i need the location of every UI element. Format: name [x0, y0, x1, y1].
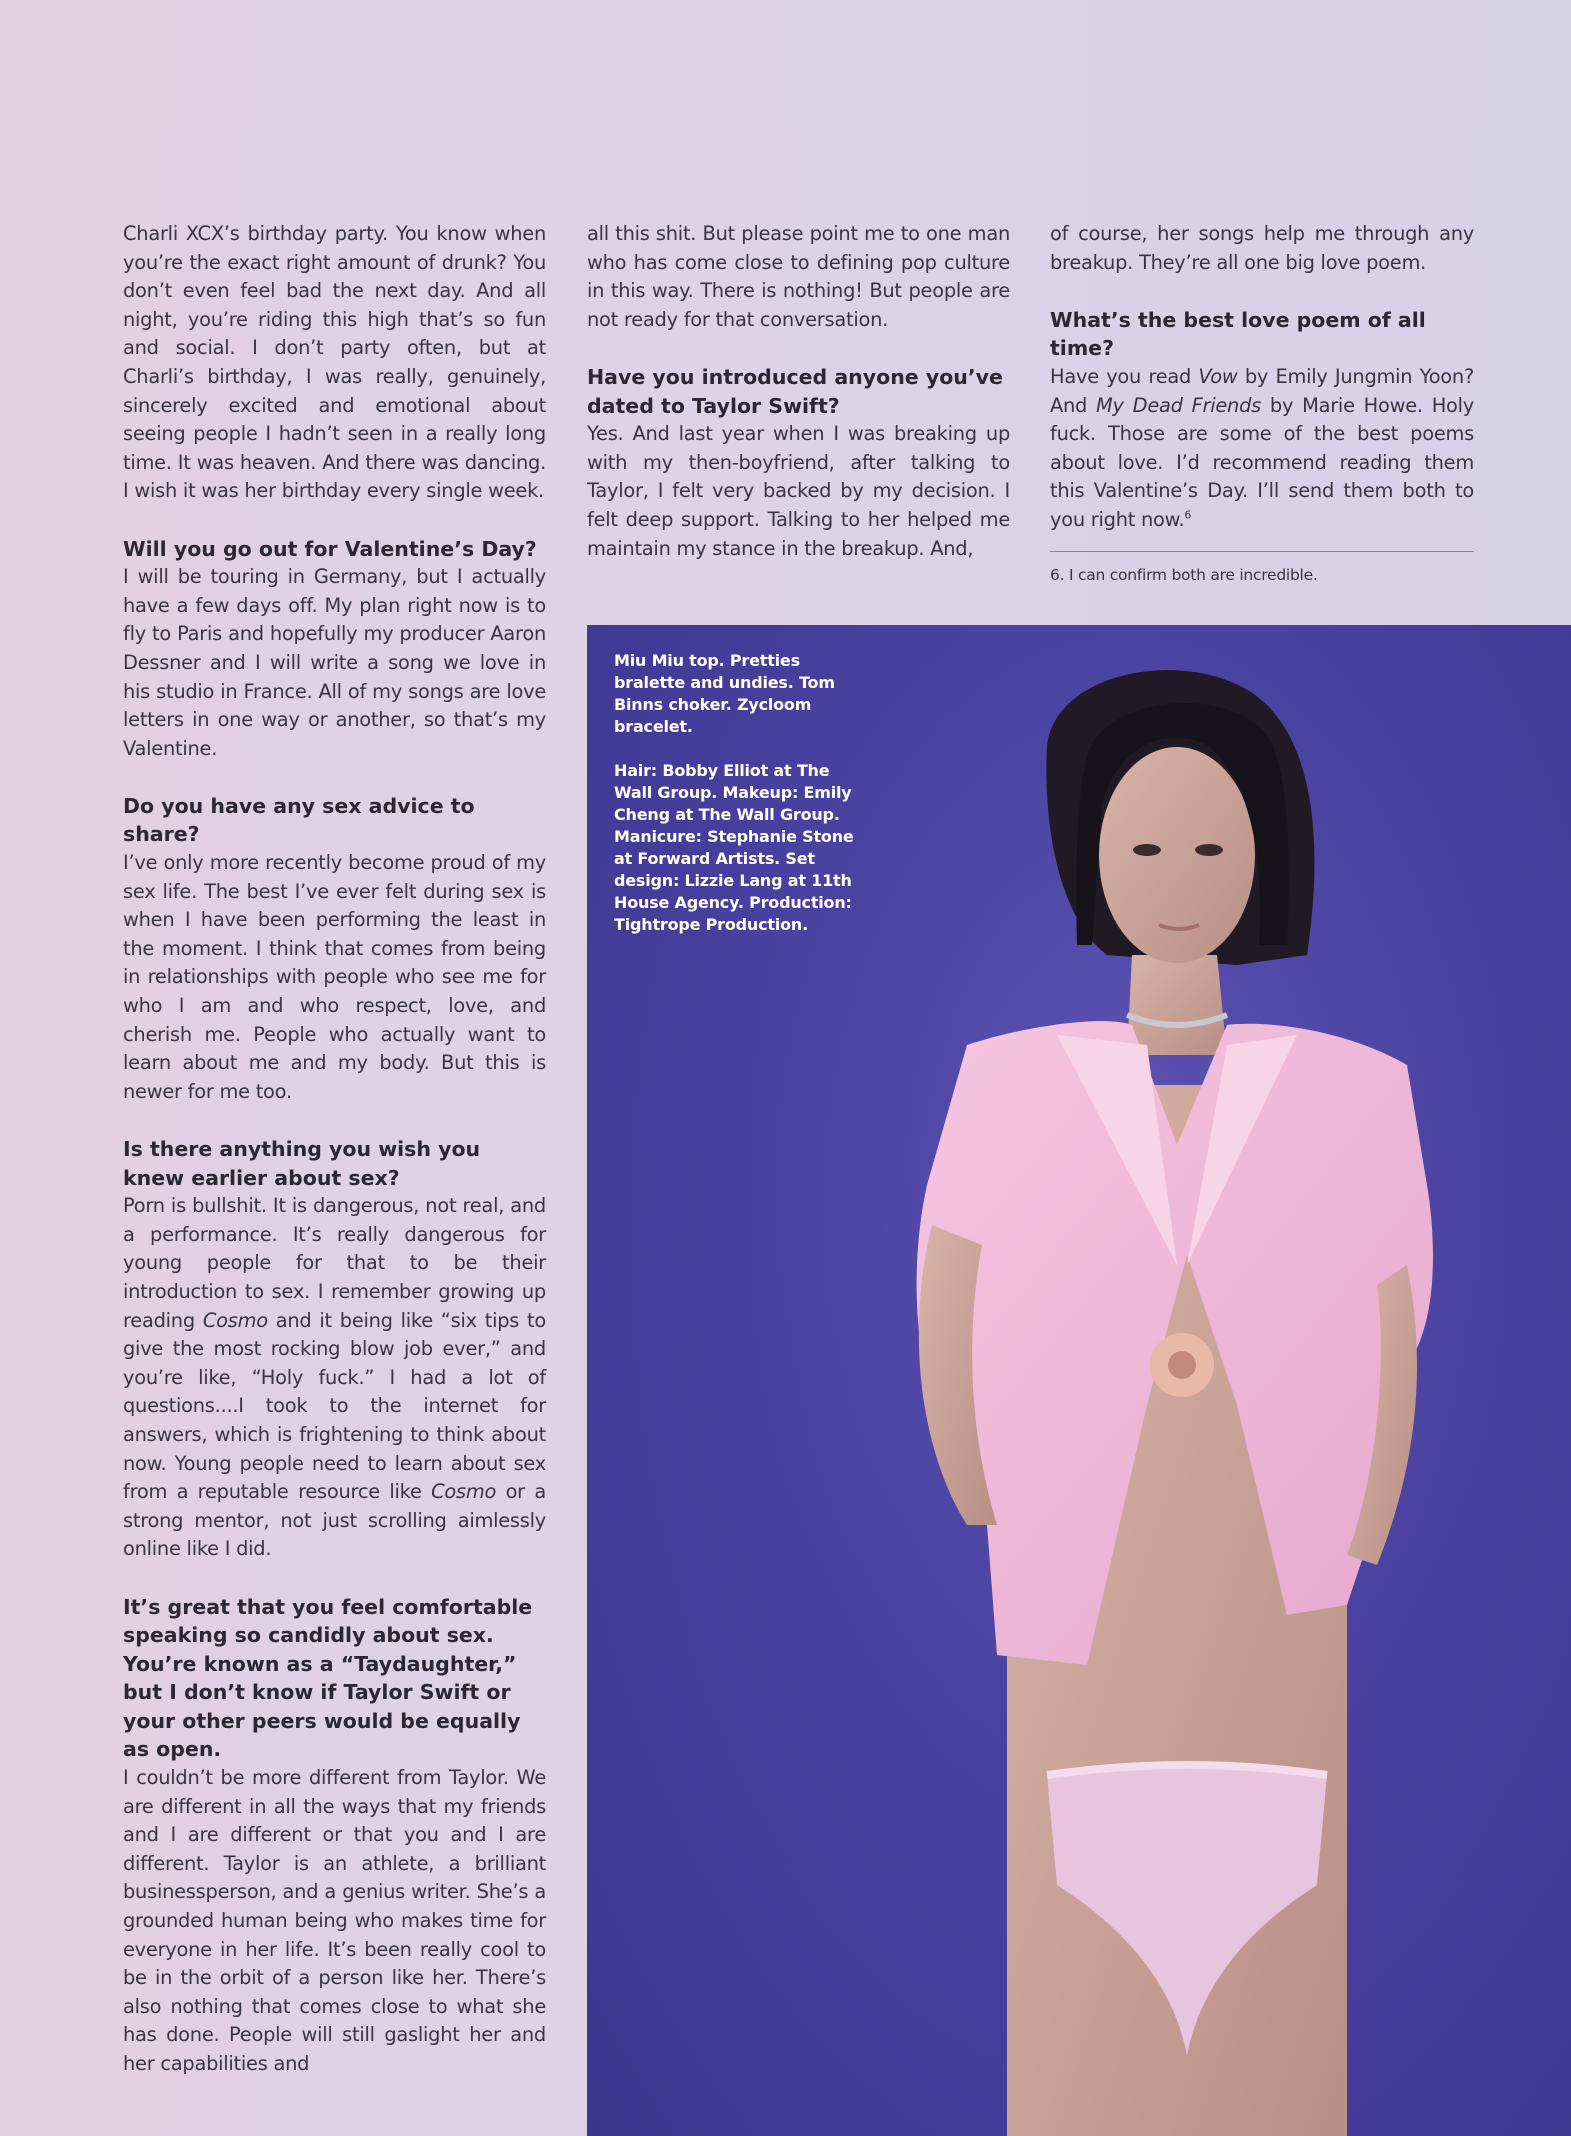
- answer-text: Have you read: [1050, 364, 1199, 388]
- article-column-3: [1050, 220, 1474, 586]
- footnote-marker: 6: [1184, 508, 1192, 522]
- footnote-divider: [1050, 551, 1474, 552]
- question-heading: Have you introduced anyone you’ve dated to Taylor Swift?: [587, 364, 1003, 418]
- answer-paragraph: I’ve only more recently become proud of my sex life. The best I’ve ever felt during sex is when I have been performing the least in the moment. I think that comes from being in relationships with people who see me for who I am and who respect, love, and cherish me. People who actually want to learn about me and my body. But this is newer for me too.: [123, 851, 546, 1103]
- answer-paragraph: [1050, 363, 1474, 535]
- magazine-title: Cosmo: [202, 1308, 268, 1332]
- answer-paragraph: [123, 1192, 546, 1564]
- footnote: 6. I can confirm both are incredible.: [1050, 565, 1318, 584]
- question-heading: Will you go out for Valentine’s Day?: [123, 536, 537, 561]
- body-paragraph: Charli XCX’s birthday party. You know when you’re the exact right amount of drunk? You don’t even feel bad the next day. And all night, you’re riding this high that’s so fun and social. I don’t party often, but at Charli’s birthday, I was really, genuinely, sincerely excited and emotional about seeing people I hadn’t seen in a really long time. It was heaven. And there was dancing. I wish it was her birthday every single week.: [123, 222, 546, 503]
- team-credits: Hair: Bobby Elliot at The Wall Group. Makeup: Emily Cheng at The Wall Group. Manicure: Stephanie Stone at Forward Artists. Set design: Lizzie Lang at 11th House Agency. Production: Tightrope Production.: [614, 761, 854, 934]
- answer-paragraph: I will be touring in Germany, but I actually have a few days off. My plan right now is to fly to Paris and hopefully my producer Aaron Dessner and I will write a song we love in his studio in France. All of my songs are love letters in one way or another, so that’s my Valentine.: [123, 565, 546, 760]
- answer-text: Porn is bullshit. It is dangerous, not real, and a performance. It’s really dangerous for young people for that to be their introduction to sex. I remember growing up reading: [123, 1194, 546, 1332]
- question-heading: Do you have any sex advice to share?: [123, 793, 475, 847]
- photo-credits: [614, 650, 864, 936]
- answer-text: and it being like “six tips to give the most rocking blow job ever,” and you’re like, “Holy fuck.” I had a lot of questions....I took to the internet for answers, which is frightening to think about now. Young people need to learn about sex from a reputable resource like: [123, 1308, 546, 1504]
- body-paragraph: all this shit. But please point me to one man who has come close to defining pop culture in this way. There is nothing! But people are not ready for that conversation.: [587, 222, 1010, 331]
- answer-text: by Emily Jungmin Yoon? And: [1050, 364, 1475, 417]
- question-heading: It’s great that you feel comfortable speaking so candidly about sex. You’re known as a “Taydaughter,” but I don’t know if Taylor Swift or your other peers would be equally as open.: [123, 1594, 533, 1762]
- magazine-title: Cosmo: [431, 1480, 497, 1504]
- article-column-1: [123, 220, 546, 2079]
- styling-credits: Miu Miu top. Pretties bralette and undies. Tom Binns choker. Zycloom bracelet.: [614, 651, 835, 736]
- question-heading: Is there anything you wish you knew earlier about sex?: [123, 1137, 481, 1190]
- body-paragraph: of course, her songs help me through any breakup. They’re all one big love poem.: [1050, 222, 1474, 274]
- question-heading: What’s the best love poem of all time?: [1050, 307, 1426, 361]
- answer-text: or a strong mentor, not just scrolling aimlessly online like I did.: [123, 1480, 546, 1561]
- poem-title: My Dead Friends: [1096, 393, 1261, 417]
- answer-paragraph: Yes. And last year when I was breaking up with my then-boyfriend, after talking to Taylor, I felt very backed by my decision. I felt deep support. Talking to her helped me maintain my stance in the breakup. And,: [587, 422, 1010, 560]
- article-column-2: [587, 220, 1010, 563]
- answer-paragraph: I couldn’t be more different from Taylor. We are different in all the ways that my friends and I are different or that you and I are different. Taylor is an athlete, a brilliant businessperson, and a genius writer. She’s a grounded human being who makes time for everyone in her life. It’s been really cool to be in the orbit of a person like her. There’s also nothing that comes close to what she has done. People will still gaslight her and her capabilities and: [123, 1766, 546, 2075]
- answer-text: by Marie Howe. Holy fuck. Those are some of the best poems about love. I’d recommend reading them this Valentine’s Day. I’ll send them both to you right now.: [1050, 393, 1475, 531]
- poem-title: Vow: [1198, 364, 1238, 388]
